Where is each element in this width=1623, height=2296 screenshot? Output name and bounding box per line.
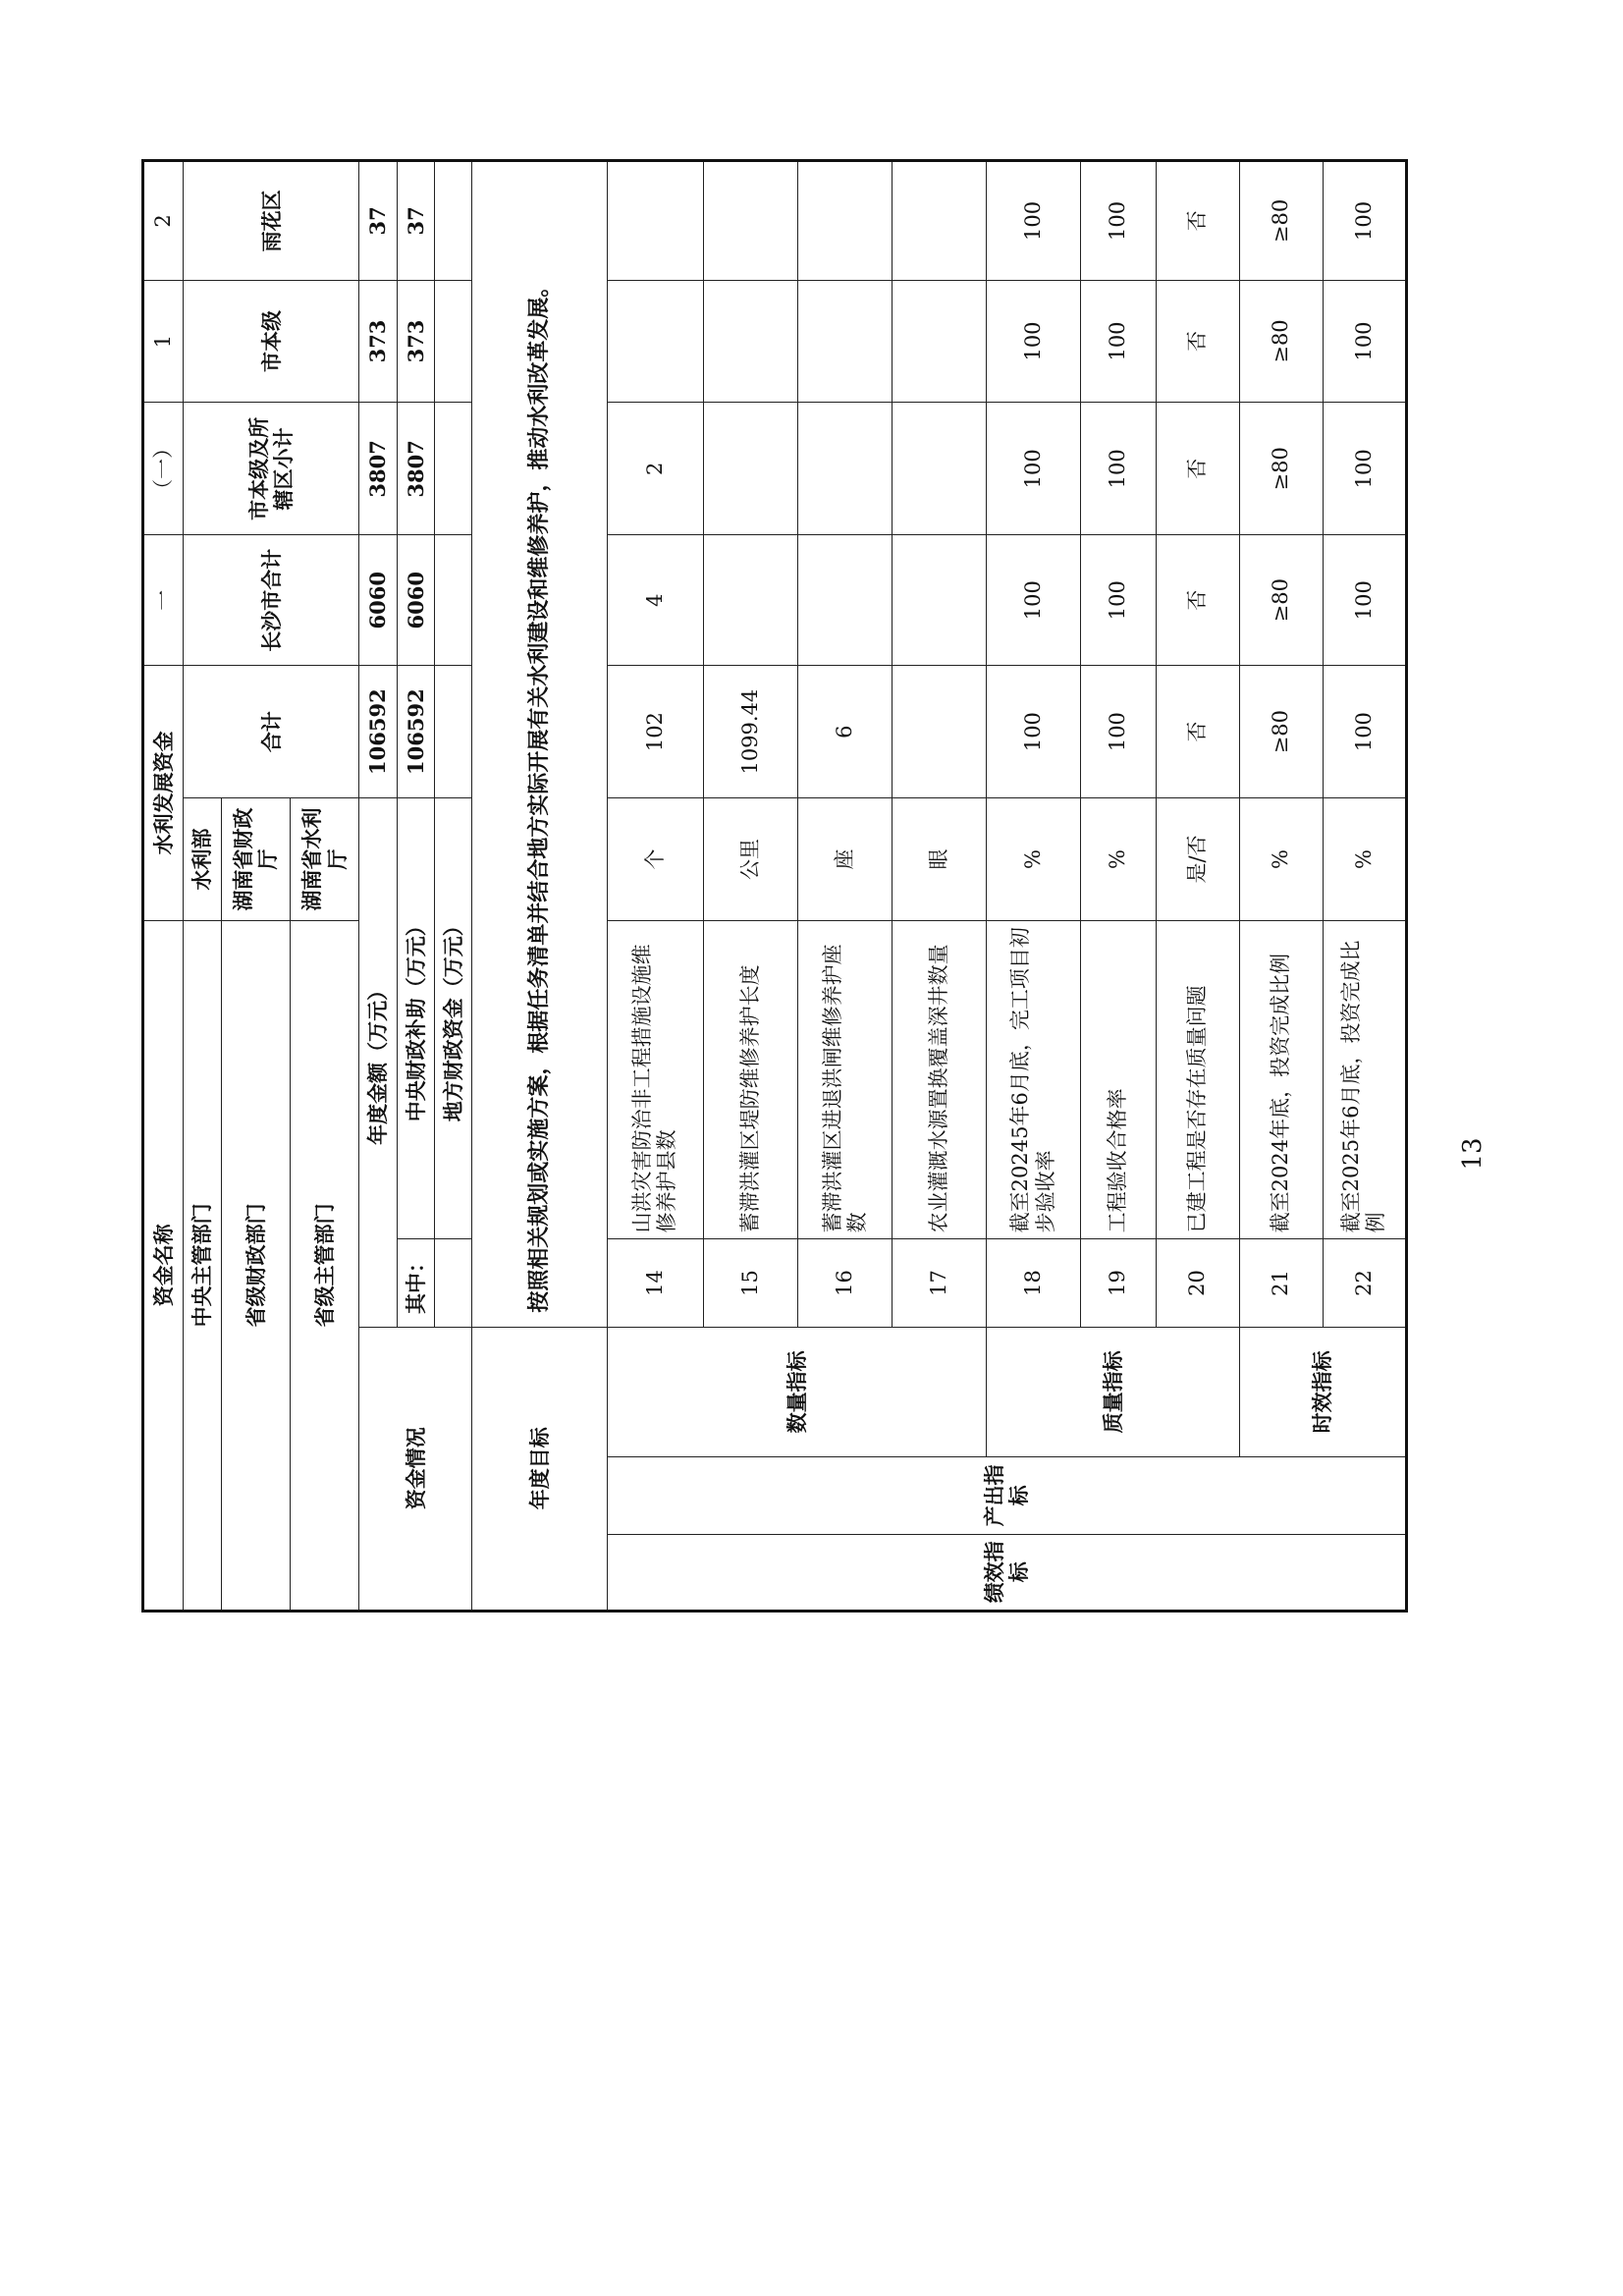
- funds-central-label: 中央财政补助（万元）: [397, 798, 434, 1239]
- central-dept-value: 水利部: [184, 798, 221, 920]
- indicator-value-sub: [704, 403, 798, 535]
- indicator-unit: 是/否: [1156, 798, 1239, 920]
- indicator-unit: 个: [607, 798, 704, 920]
- funds-local-col_2: [435, 161, 472, 281]
- prov-dept-label: 省级主管部门: [290, 920, 358, 1611]
- funds-annual-col_total: 106592: [359, 666, 397, 798]
- indicator-value-total: 否: [1156, 666, 1239, 798]
- annual-goal-label: 年度目标: [472, 1327, 607, 1611]
- indicator-value-sub: [893, 403, 987, 535]
- indicator-value-c1: ≥80: [1239, 280, 1323, 402]
- funds-annual-col_sub: 3807: [359, 403, 397, 535]
- indicator-value-sub: 否: [1156, 403, 1239, 535]
- indicator-unit: %: [1323, 798, 1406, 920]
- group-timeliness: 时效指标: [1239, 1327, 1406, 1457]
- indicator-value-c1: 100: [1323, 280, 1406, 402]
- indicator-value-c1: [607, 280, 704, 402]
- indicator-no: 21: [1239, 1239, 1323, 1327]
- group-quantity: 数量指标: [607, 1327, 987, 1457]
- indicator-no: 18: [987, 1239, 1081, 1327]
- indicator-value-c2: 100: [987, 161, 1081, 281]
- indicator-value-total: [893, 666, 987, 798]
- indicator-unit: 眼: [893, 798, 987, 920]
- col-name-1: 市本级: [184, 280, 359, 402]
- indicator-value-sub: ≥80: [1239, 403, 1323, 535]
- indicator-name: 蓄滞洪灌区进退洪闸维修养护座数: [798, 920, 893, 1239]
- funds-local-col_1: [435, 280, 472, 402]
- indicator-value-city: 100: [1323, 535, 1406, 666]
- indicator-value-c2: [607, 161, 704, 281]
- funds-among-label: 其中：: [397, 1239, 434, 1327]
- funds-annual-col_2: 37: [359, 161, 397, 281]
- funds-local-col_sub: [435, 403, 472, 535]
- performance-row-21: [1239, 161, 1323, 1612]
- indicator-name: 山洪灾害防治非工程措施设施维修养护县数: [607, 920, 704, 1239]
- indicator-value-total: 1099.44: [704, 666, 798, 798]
- col-index-city: 一: [143, 535, 184, 666]
- indicator-value-sub: 100: [1081, 403, 1157, 535]
- indicator-value-c1: 否: [1156, 280, 1239, 402]
- indicator-value-city: ≥80: [1239, 535, 1323, 666]
- indicator-unit: %: [1081, 798, 1157, 920]
- indicator-value-total: 100: [987, 666, 1081, 798]
- funds-row-annual: [359, 161, 397, 1612]
- indicator-value-c2: 100: [1323, 161, 1406, 281]
- col-index-2: 2: [143, 161, 184, 281]
- indicator-value-c1: [798, 280, 893, 402]
- indicator-value-sub: 2: [607, 403, 704, 535]
- indicator-value-total: 102: [607, 666, 704, 798]
- rotated-table-sheet: [141, 159, 1408, 1613]
- indicator-value-total: 6: [798, 666, 893, 798]
- indicator-value-sub: [798, 403, 893, 535]
- col-index-sub: （一）: [143, 403, 184, 535]
- fund-name-value: 水利发展资金: [143, 666, 184, 921]
- indicator-name: 工程验收合格率: [1081, 920, 1157, 1239]
- indicator-value-city: 100: [987, 535, 1081, 666]
- indicator-value-city: 100: [1081, 535, 1157, 666]
- indicator-value-c2: [704, 161, 798, 281]
- funds-section-label: 资金情况: [359, 1327, 472, 1611]
- indicator-name: 农业灌溉水源置换覆盖深井数量: [893, 920, 987, 1239]
- indicator-value-city: 4: [607, 535, 704, 666]
- indicator-no: 19: [1081, 1239, 1157, 1327]
- funds-central-col_city: 6060: [397, 535, 434, 666]
- indicator-value-c2: ≥80: [1239, 161, 1323, 281]
- performance-target-table: [141, 159, 1408, 1613]
- indicator-value-total: ≥80: [1239, 666, 1323, 798]
- funds-central-col_sub: 3807: [397, 403, 434, 535]
- performance-row-14: [607, 161, 704, 1612]
- indicator-name: 截至2024年底，投资完成比例: [1239, 920, 1323, 1239]
- page-number: 13: [1458, 1137, 1488, 1171]
- funds-local-label: 地方财政资金（万元）: [435, 798, 472, 1239]
- funds-central-col_total: 106592: [397, 666, 434, 798]
- output-indicator-label: 产出指标: [607, 1457, 1406, 1534]
- fund-name-label: 资金名称: [143, 920, 184, 1611]
- indicator-value-c1: [704, 280, 798, 402]
- prov-finance-label: 省级财政部门: [221, 920, 290, 1611]
- header-row-fund-name: [143, 161, 184, 1612]
- indicator-value-c1: 100: [1081, 280, 1157, 402]
- indicator-value-c2: [798, 161, 893, 281]
- annual-goal-row: [472, 161, 607, 1612]
- header-row-central-dept: [184, 161, 221, 1612]
- indicator-no: 16: [798, 1239, 893, 1327]
- indicator-unit: 公里: [704, 798, 798, 920]
- col-name-sub: 市本级及所辖区小计: [184, 403, 359, 535]
- performance-label: 绩效指标: [607, 1534, 1406, 1611]
- indicator-unit: 座: [798, 798, 893, 920]
- funds-central-col_2: 37: [397, 161, 434, 281]
- indicator-name: 已建工程是否存在质量问题: [1156, 920, 1239, 1239]
- col-name-city: 长沙市合计: [184, 535, 359, 666]
- indicator-value-city: 否: [1156, 535, 1239, 666]
- funds-annual-col_1: 373: [359, 280, 397, 402]
- col-index-1: 1: [143, 280, 184, 402]
- indicator-no: 22: [1323, 1239, 1406, 1327]
- indicator-unit: %: [1239, 798, 1323, 920]
- indicator-value-total: 100: [1081, 666, 1157, 798]
- indicator-unit: %: [987, 798, 1081, 920]
- indicator-value-sub: 100: [987, 403, 1081, 535]
- group-quality: 质量指标: [987, 1327, 1240, 1457]
- prov-dept-value: 湖南省水利厅: [290, 798, 358, 920]
- annual-goal-text: 按照相关规划或实施方案，根据任务清单并结合地方实际开展有关水利建设和维修养护，推动水利改革发展。: [472, 161, 607, 1328]
- indicator-no: 15: [704, 1239, 798, 1327]
- indicator-value-city: [893, 535, 987, 666]
- indicator-name: 蓄滞洪灌区堤防维修养护长度: [704, 920, 798, 1239]
- indicator-name: 截至2025年6月底，投资完成比例: [1323, 920, 1406, 1239]
- indicator-value-c1: 100: [987, 280, 1081, 402]
- indicator-no: 20: [1156, 1239, 1239, 1327]
- funds-among-spacer: [435, 1239, 472, 1327]
- indicator-value-c1: [893, 280, 987, 402]
- indicator-value-city: [798, 535, 893, 666]
- indicator-value-sub: 100: [1323, 403, 1406, 535]
- indicator-no: 17: [893, 1239, 987, 1327]
- indicator-name: 截至20245年6月底，完工项目初步验收率: [987, 920, 1081, 1239]
- indicator-value-total: 100: [1323, 666, 1406, 798]
- indicator-no: 14: [607, 1239, 704, 1327]
- indicator-value-c2: 否: [1156, 161, 1239, 281]
- funds-annual-col_city: 6060: [359, 535, 397, 666]
- prov-finance-value: 湖南省财政厅: [221, 798, 290, 920]
- central-dept-label: 中央主管部门: [184, 920, 221, 1611]
- col-name-2: 雨花区: [184, 161, 359, 281]
- funds-local-col_city: [435, 535, 472, 666]
- indicator-value-c2: [893, 161, 987, 281]
- col-name-total: 合计: [184, 666, 359, 798]
- performance-row-18: [987, 161, 1081, 1612]
- funds-annual-label: 年度金额（万元）: [359, 798, 397, 1327]
- indicator-value-city: [704, 535, 798, 666]
- indicator-value-c2: 100: [1081, 161, 1157, 281]
- funds-central-col_1: 373: [397, 280, 434, 402]
- funds-local-col_total: [435, 666, 472, 798]
